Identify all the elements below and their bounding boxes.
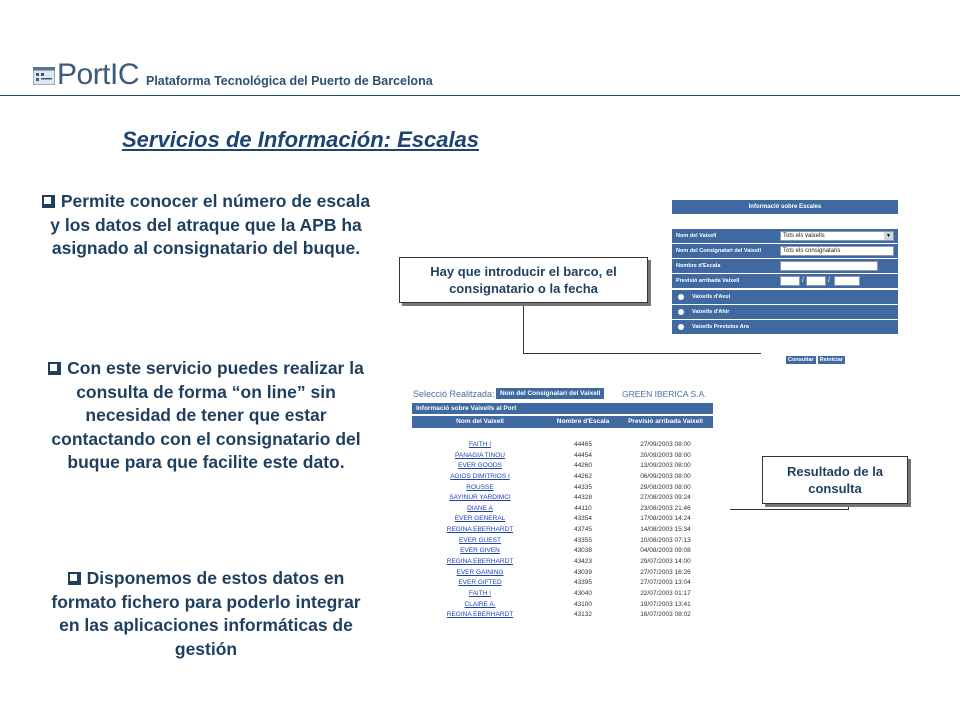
radio-row-expected: [672, 320, 898, 334]
checkbox-bullet-icon: [68, 572, 79, 583]
table-row: [412, 440, 713, 451]
arrival-date-cell: 04/08/2003 09:08: [640, 547, 691, 555]
vessel-link[interactable]: EVER GENERAL: [454, 515, 506, 523]
table-row: [412, 610, 713, 621]
date-separator: /: [828, 277, 830, 284]
radio-today[interactable]: [678, 294, 684, 300]
arrival-date-cell: 10/08/2003 07:13: [640, 536, 691, 544]
vessel-link[interactable]: EVER GOODS: [458, 462, 502, 470]
call-number-cell: 43040: [573, 589, 593, 597]
call-number-cell: 43038: [573, 547, 593, 555]
call-number-cell: 44328: [573, 494, 593, 502]
arrival-date-cell: 27/09/2003 08:00: [640, 441, 691, 448]
vessel-link[interactable]: FAITH I: [468, 441, 492, 448]
table-row: [412, 589, 713, 600]
vessel-link[interactable]: REGINA EBERHARDT: [446, 611, 514, 619]
vessel-link[interactable]: PANAGIA TINOU: [455, 451, 505, 459]
consignee-select[interactable]: [780, 246, 894, 256]
consultar-button[interactable]: Consultar: [788, 357, 814, 363]
checkbox-bullet-icon: [48, 362, 59, 373]
table-row: [412, 557, 713, 568]
connector-line: [523, 303, 524, 354]
call-number-cell: 43423: [573, 558, 593, 566]
table-row: [412, 568, 713, 579]
call-number-cell: 43354: [573, 515, 593, 523]
day-input[interactable]: [780, 276, 800, 286]
table-row: [412, 514, 713, 525]
header-divider: [0, 95, 960, 96]
month-input[interactable]: [806, 276, 826, 286]
call-number-cell: 44260: [573, 462, 593, 470]
arrival-row: [672, 274, 898, 288]
call-label: Nombre d'Escala: [676, 263, 721, 269]
portic-logo-icon: [33, 67, 55, 85]
call-number-cell: 44465: [573, 441, 593, 448]
date-separator: /: [802, 277, 804, 284]
arrival-date-cell: 17/08/2003 14:24: [640, 515, 691, 523]
vessel-link[interactable]: CLAIRE A.: [464, 600, 496, 608]
call-number-cell: 43355: [573, 536, 593, 544]
vessel-select-value: Tots els vaixells: [783, 233, 825, 239]
arrival-date-cell: 06/09/2003 08:00: [640, 472, 691, 480]
consignee-label: Nom del Consignatari del Vaixell: [676, 248, 761, 254]
vessel-link[interactable]: EVER GIFTED: [458, 579, 502, 587]
connector-line: [730, 509, 848, 510]
table-row: [412, 536, 713, 547]
table-row: [412, 472, 713, 483]
table-row: [412, 578, 713, 589]
radio-expected[interactable]: [678, 324, 684, 330]
call-number-cell: 43395: [573, 579, 593, 587]
checkbox-bullet-icon: [42, 195, 53, 206]
call-number-cell: 44335: [573, 483, 593, 491]
call-number-cell: 44262: [573, 472, 593, 480]
results-table-body: [412, 440, 713, 621]
vessel-label: Nom del Vaixell: [676, 233, 717, 239]
radio-row-yesterday: [672, 305, 898, 319]
results-table-header: [412, 416, 713, 428]
arrival-date-cell: 23/08/2003 21:46: [640, 504, 691, 512]
arrival-date-cell: 27/08/2003 09:24: [640, 494, 691, 502]
column-header-vessel: Nom del Vaixell: [456, 418, 504, 425]
bullet-text: Disponemos de estos datos en formato fichero para poderlo integrar en las aplicaciones informáticas de gestión: [51, 568, 361, 659]
vessel-link[interactable]: FAITH I: [468, 589, 492, 597]
call-number-cell: 44110: [574, 504, 592, 512]
connector-line: [848, 504, 849, 510]
bullet-online-service: [40, 357, 372, 475]
selection-label: Selecció Realitzada:: [413, 389, 495, 399]
call-number-cell: 43745: [573, 526, 593, 534]
table-row: [412, 493, 713, 504]
table-row: [412, 451, 713, 462]
vessel-row: [672, 229, 898, 243]
radio-yesterday[interactable]: [678, 309, 684, 315]
form-buttons: [786, 348, 847, 366]
call-number-input[interactable]: [780, 261, 878, 271]
arrival-date-cell: 29/08/2003 08:00: [640, 483, 691, 491]
radio-expected-label: Vaixells Previstos Ara: [692, 324, 749, 330]
arrival-date-cell: 14/08/2003 15:34: [640, 526, 691, 534]
table-row: [412, 546, 713, 557]
page-title: Servicios de Información: Escalas: [122, 127, 480, 152]
input-hint-callout: Hay que introducir el barco, el consignatario o la fecha: [399, 257, 648, 303]
call-number-cell: 44454: [573, 451, 593, 459]
arrival-date-cell: 16/07/2003 08:02: [640, 611, 691, 619]
arrival-date-cell: 22/07/2003 01:17: [640, 589, 691, 597]
vessel-link[interactable]: SAYINUR YARDIMCI: [449, 494, 511, 502]
vessel-link[interactable]: EVER GAINING: [456, 568, 504, 576]
column-header-call: Nombre d'Escala: [556, 418, 610, 425]
table-row: [412, 461, 713, 472]
chevron-down-icon: ▼: [884, 232, 893, 240]
year-input[interactable]: [834, 276, 860, 286]
call-number-cell: 43132: [573, 611, 593, 619]
radio-row-today: [672, 290, 898, 304]
arrival-date-cell: 13/09/2003 08:00: [640, 462, 691, 470]
vessel-link[interactable]: ROUSSE: [466, 483, 494, 491]
call-row: [672, 259, 898, 273]
connector-line: [523, 353, 761, 354]
consignee-select-value: Tots els consignataris: [783, 248, 841, 254]
arrival-date-cell: 27/07/2003 13:04: [640, 579, 691, 587]
bullet-text: Con este servicio puedes realizar la consulta de forma “on line” sin necesidad de tener que estar contactando con el consignatario del buque para que facilite este dato.: [51, 358, 364, 472]
arrival-label: Previsió arribada Vaixell: [676, 278, 740, 284]
result-hint-callout: Resultado de la consulta: [762, 456, 908, 504]
table-row: [412, 600, 713, 611]
bullet-escala-info: [40, 190, 372, 261]
vessel-link[interactable]: AGIOS DIMITRIOS I: [450, 472, 510, 480]
selection-key: Nom del Consignatari del Vaixell: [496, 388, 604, 399]
table-row: [412, 504, 713, 515]
vessel-link[interactable]: DIANE A: [467, 504, 493, 512]
arrival-date-cell: 29/07/2003 14:00: [640, 558, 691, 566]
vessel-link[interactable]: REGINA EBERHARDT: [446, 526, 514, 534]
radio-today-label: Vaixells d'Avui: [692, 294, 731, 300]
call-number-cell: 43039: [573, 568, 593, 576]
arrival-date-cell: 27/07/2003 16:26: [640, 568, 691, 576]
vessel-link[interactable]: EVER GUEST: [459, 536, 501, 544]
selection-value: GREEN IBERICA S.A.: [622, 389, 707, 399]
vessel-select[interactable]: [780, 231, 894, 241]
bullet-text: Permite conocer el número de escala y los datos del atraque que la APB ha asignado al consignatario del buque.: [50, 191, 371, 258]
table-row: [412, 483, 713, 494]
form-title: Informació sobre Escales: [672, 200, 898, 214]
radio-yesterday-label: Vaixells d'Ahir: [692, 309, 730, 315]
call-number-cell: 43100: [573, 600, 593, 608]
arrival-date-cell: 19/07/2003 13:41: [640, 600, 691, 608]
arrival-date-cell: 20/09/2003 08:00: [640, 451, 691, 459]
reiniciar-button[interactable]: Reiniciar: [819, 357, 843, 363]
results-table-title: Informació sobre Vaixells al Port: [412, 403, 713, 414]
platform-subtitle: Plataforma Tecnológica del Puerto de Barcelona: [146, 74, 433, 88]
table-row: [412, 525, 713, 536]
column-header-arrival: Previsió arribada Vaixell: [628, 418, 703, 425]
portic-logo: PortIC: [57, 58, 140, 91]
bullet-file-format: [40, 567, 372, 661]
vessel-link[interactable]: REGINA EBERHARDT: [446, 558, 514, 566]
vessel-link[interactable]: EVER GIVEN: [460, 547, 500, 555]
consignee-row: [672, 244, 898, 258]
query-form-screenshot: [672, 200, 898, 336]
